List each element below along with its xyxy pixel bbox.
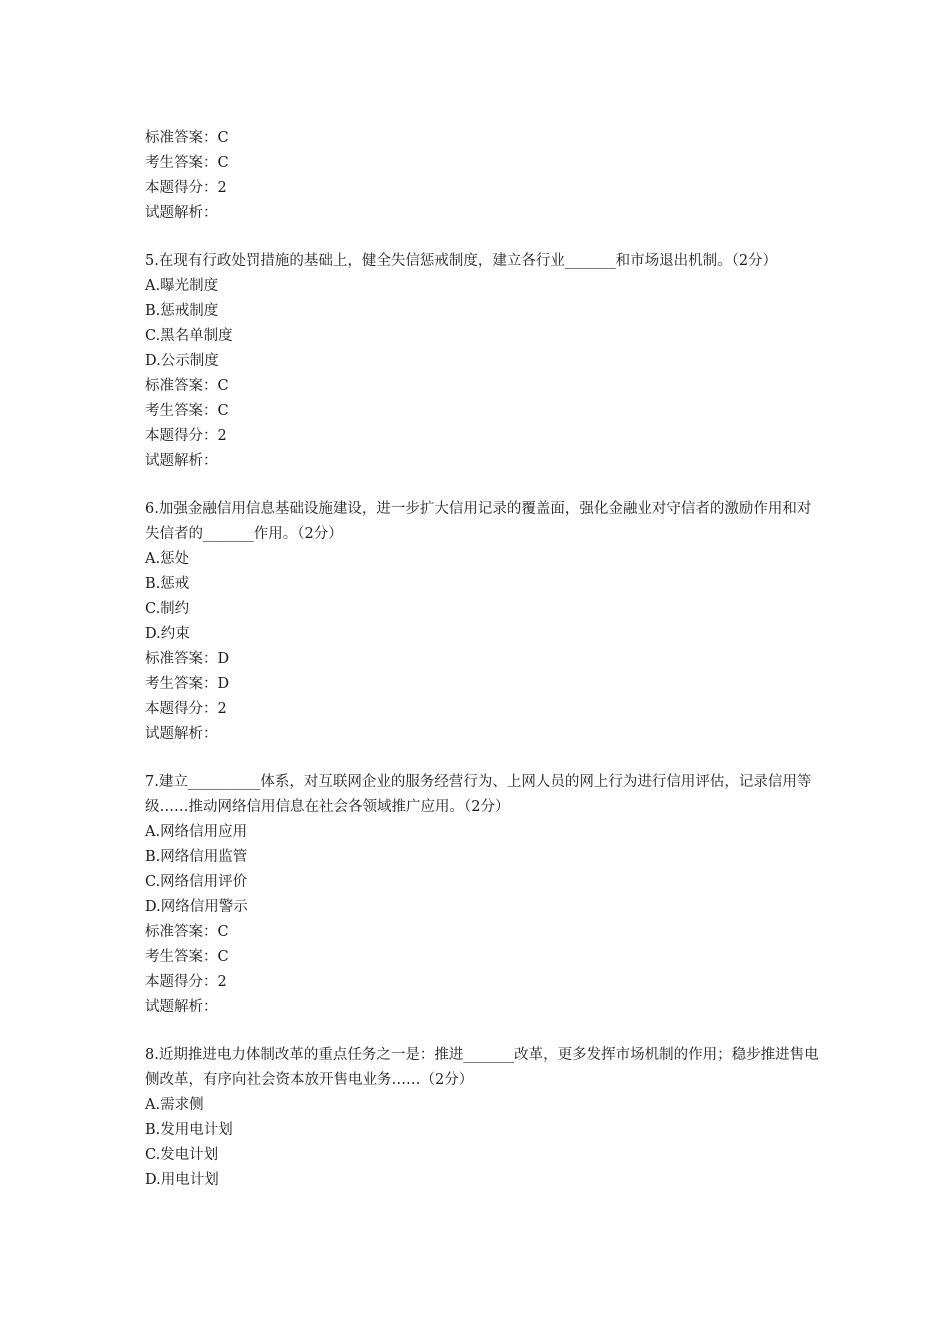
option-d: D.网络信用警示 <box>145 899 248 915</box>
option-c: C.网络信用评价 <box>145 874 248 890</box>
question-6 <box>145 497 825 747</box>
question-score: 本题得分：2 <box>145 701 227 717</box>
question-4-result-fragment <box>145 126 825 226</box>
question-stem: 7.建立__________体系，对互联网企业的服务经营行为、上网人员的网上行为进行信用评估，记录信用等级……推动网络信用信息在社会各领域推广应用。（2分） <box>145 774 812 815</box>
question-analysis: 试题解析： <box>145 205 218 221</box>
option-b: B.惩戒 <box>145 576 190 592</box>
question-spacer <box>145 474 825 497</box>
question-analysis: 试题解析： <box>145 726 218 742</box>
standard-answer: 标准答案：C <box>145 378 229 394</box>
standard-answer: 标准答案：C <box>145 130 229 146</box>
option-a: A.惩处 <box>145 551 190 567</box>
question-analysis: 试题解析： <box>145 999 218 1015</box>
question-8 <box>145 1043 825 1193</box>
standard-answer: 标准答案：C <box>145 924 229 940</box>
option-b: B.发用电计划 <box>145 1122 233 1138</box>
student-answer: 考生答案：C <box>145 403 229 419</box>
option-c: C.黑名单制度 <box>145 328 233 344</box>
question-stem: 5.在现有行政处罚措施的基础上，健全失信惩戒制度，建立各行业_______和市场退出机制。（2分） <box>145 253 778 269</box>
option-a: A.需求侧 <box>145 1097 204 1113</box>
exam-result-page <box>145 126 825 1193</box>
question-stem: 8.近期推进电力体制改革的重点任务之一是：推进_______改革，更多发挥市场机制的作用；稳步推进售电侧改革，有序向社会资本放开售电业务……（2分） <box>145 1047 819 1088</box>
option-c: C.发电计划 <box>145 1147 219 1163</box>
student-answer: 考生答案：C <box>145 155 229 171</box>
option-b: B.惩戒制度 <box>145 303 219 319</box>
student-answer: 考生答案：C <box>145 949 229 965</box>
option-b: B.网络信用监管 <box>145 849 248 865</box>
question-7 <box>145 770 825 1020</box>
question-spacer <box>145 226 825 249</box>
standard-answer: 标准答案：D <box>145 651 230 667</box>
question-score: 本题得分：2 <box>145 974 227 990</box>
option-a: A.曝光制度 <box>145 278 219 294</box>
question-spacer <box>145 747 825 770</box>
option-a: A.网络信用应用 <box>145 824 248 840</box>
option-d: D.用电计划 <box>145 1172 219 1188</box>
question-score: 本题得分：2 <box>145 428 227 444</box>
student-answer: 考生答案：D <box>145 676 230 692</box>
question-5 <box>145 249 825 474</box>
question-score: 本题得分：2 <box>145 180 227 196</box>
question-spacer <box>145 1020 825 1043</box>
question-stem: 6.加强金融信用信息基础设施建设，进一步扩大信用记录的覆盖面，强化金融业对守信者的激励作用和对失信者的_______作用。（2分） <box>145 501 812 542</box>
option-d: D.约束 <box>145 626 190 642</box>
option-c: C.制约 <box>145 601 190 617</box>
question-analysis: 试题解析： <box>145 453 218 469</box>
option-d: D.公示制度 <box>145 353 219 369</box>
